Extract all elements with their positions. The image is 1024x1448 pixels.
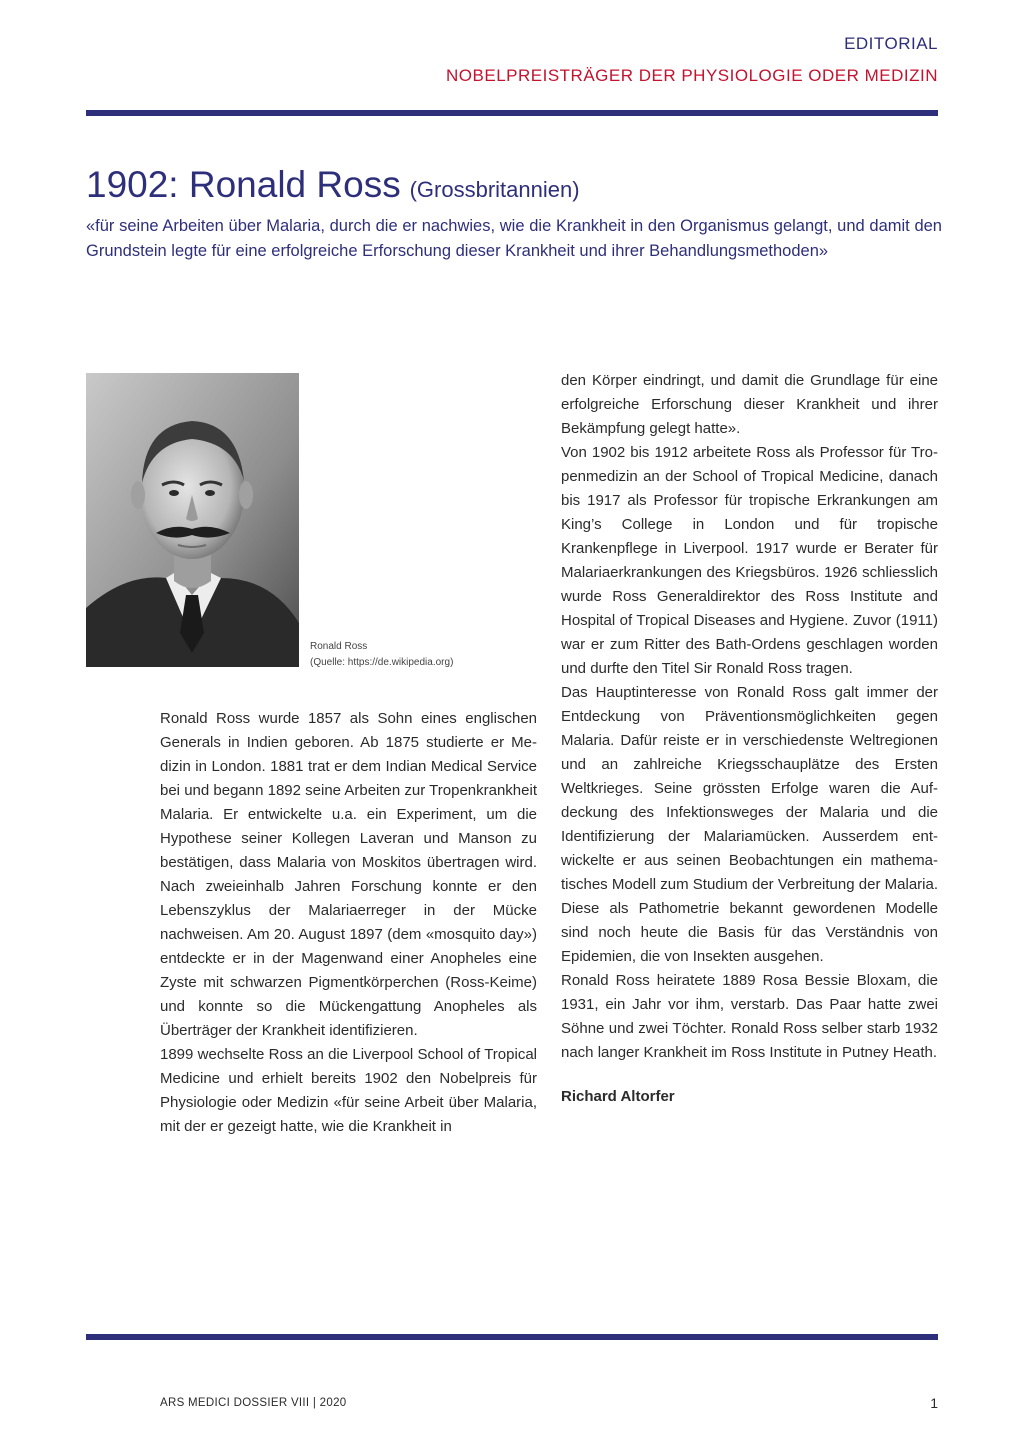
portrait-photo <box>86 373 299 667</box>
body-paragraph: Das Hauptinteresse von Ronald Ross galt immer der Entdeckung von Präventionsmöglichkeiten gegen Malaria. Dafür reiste er in verschiedenste Weltregionen und an zahlreiche Kriegsschauplätze des Ersten Weltkrieges. Seine grössten Erfolge waren die Aufdeckung des Infektionsweges der Malaria und die Identifizierung der Malariamücken. Ausserdem entwickelte er aus seinen Beobachtungen ein mathematisches Modell zum Studium der Verbreitung der Malaria. Diese als Pathometrie bekannt gewordenen Modelle sind noch heute die Basis für das Verständnis von Epidemien, die von Insekten ausgehen. <box>561 684 938 965</box>
body-paragraph: Ronald Ross wurde 1857 als Sohn eines englischen Generals in Indien geboren. Ab 1875 studierte er Medizin in London. 1881 trat er dem Indian Medical Service bei und begann 1892 seine Arbeiten zur Tropenkrankheit Malaria. Er entwickelte u.a. ein Experiment, um die Hypothese seiner Kollegen Laveran und Manson zu bestätigen, dass Malaria von Moskitos übertragen wird. Nach zweieinhalb Jahren Forschung konnte er den Lebenszyklus der Malariaerreger in der Mücke nachweisen. Am 20. August 1897 (dem «mosquito day») entdeckte er in der Magenwand einer Anopheles eine Zyste mit schwarzen Pigmentkörperchen (Ross-Keime) und konnte so die Mückengattung Anopheles als Überträger der Krankheit identifizieren. <box>160 710 537 1039</box>
series-label: NOBELPREISTRÄGER DER PHYSIOLOGIE ODER MEDIZIN <box>446 66 938 85</box>
body-paragraph: Ronald Ross heiratete 1889 Rosa Bessie Bloxam, die 1931, ein Jahr vor ihm, verstarb. Das Paar hatte zwei Söhne und zwei Töchter. Ronald Ross selber starb 1932 nach langer Krankheit im Ross Institute in Putney Heath. <box>561 972 938 1061</box>
author-name: Richard Altorfer <box>561 1088 675 1105</box>
article-title <box>86 164 580 206</box>
left-column <box>160 707 537 1139</box>
photo-caption-source: (Quelle: https://de.wikipedia.org) <box>310 657 454 668</box>
body-paragraph: den Körper eindringt, und damit die Grundlage für eine erfolgreiche Erforschung dieser Krankheit und ihrer Bekämpfung gelegt hatte». <box>561 372 938 437</box>
top-divider <box>86 110 938 116</box>
publication-footer: ARS MEDICI DOSSIER VIII | 2020 <box>160 1397 347 1409</box>
nobel-citation: «für seine Arbeiten über Malaria, durch die er nachwies, wie die Krankheit in den Organismus gelangt, und damit den Grundstein legte für eine erfolgreiche Erforschung dieser Krankheit und ihrer Behandlungsmethoden» <box>86 217 942 260</box>
section-label: EDITORIAL <box>844 34 938 53</box>
photo-caption-name: Ronald Ross <box>310 641 368 652</box>
body-paragraph: Von 1902 bis 1912 arbeitete Ross als Professor für Tropenmedizin an der School of Tropical Medicine, danach bis 1917 als Professor für tropische Erkrankungen am King’s College in London und für tropische Krankenpflege in Liverpool. 1917 wurde er Berater für Malariaerkrankungen des Kriegsbüros. 1926 schliesslich wurde Ross Generaldirektor des Ross Institute and Hospital of Tropical Diseases and Hygiene. Zuvor (1911) war er zum Ritter des Bath-Ordens geschlagen worden und durfte den Titel Sir Ronald Ross tragen. <box>561 444 938 677</box>
title-main: 1902: Ronald Ross <box>86 164 401 205</box>
body-paragraph: 1899 wechselte Ross an die Liverpool School of Tropical Medicine und erhielt bereits 1902 den Nobelpreis für Physiologie oder Medizin «für seine Arbeit über Malaria, mit der er gezeigt hatte, wie die Krankheit in <box>160 1046 537 1135</box>
photo-caption <box>310 639 453 671</box>
portrait-illustration <box>86 373 299 667</box>
title-country: (Grossbritannien) <box>409 177 580 202</box>
bottom-divider <box>86 1334 938 1340</box>
page-number: 1 <box>930 1395 938 1411</box>
right-column <box>561 369 938 1109</box>
